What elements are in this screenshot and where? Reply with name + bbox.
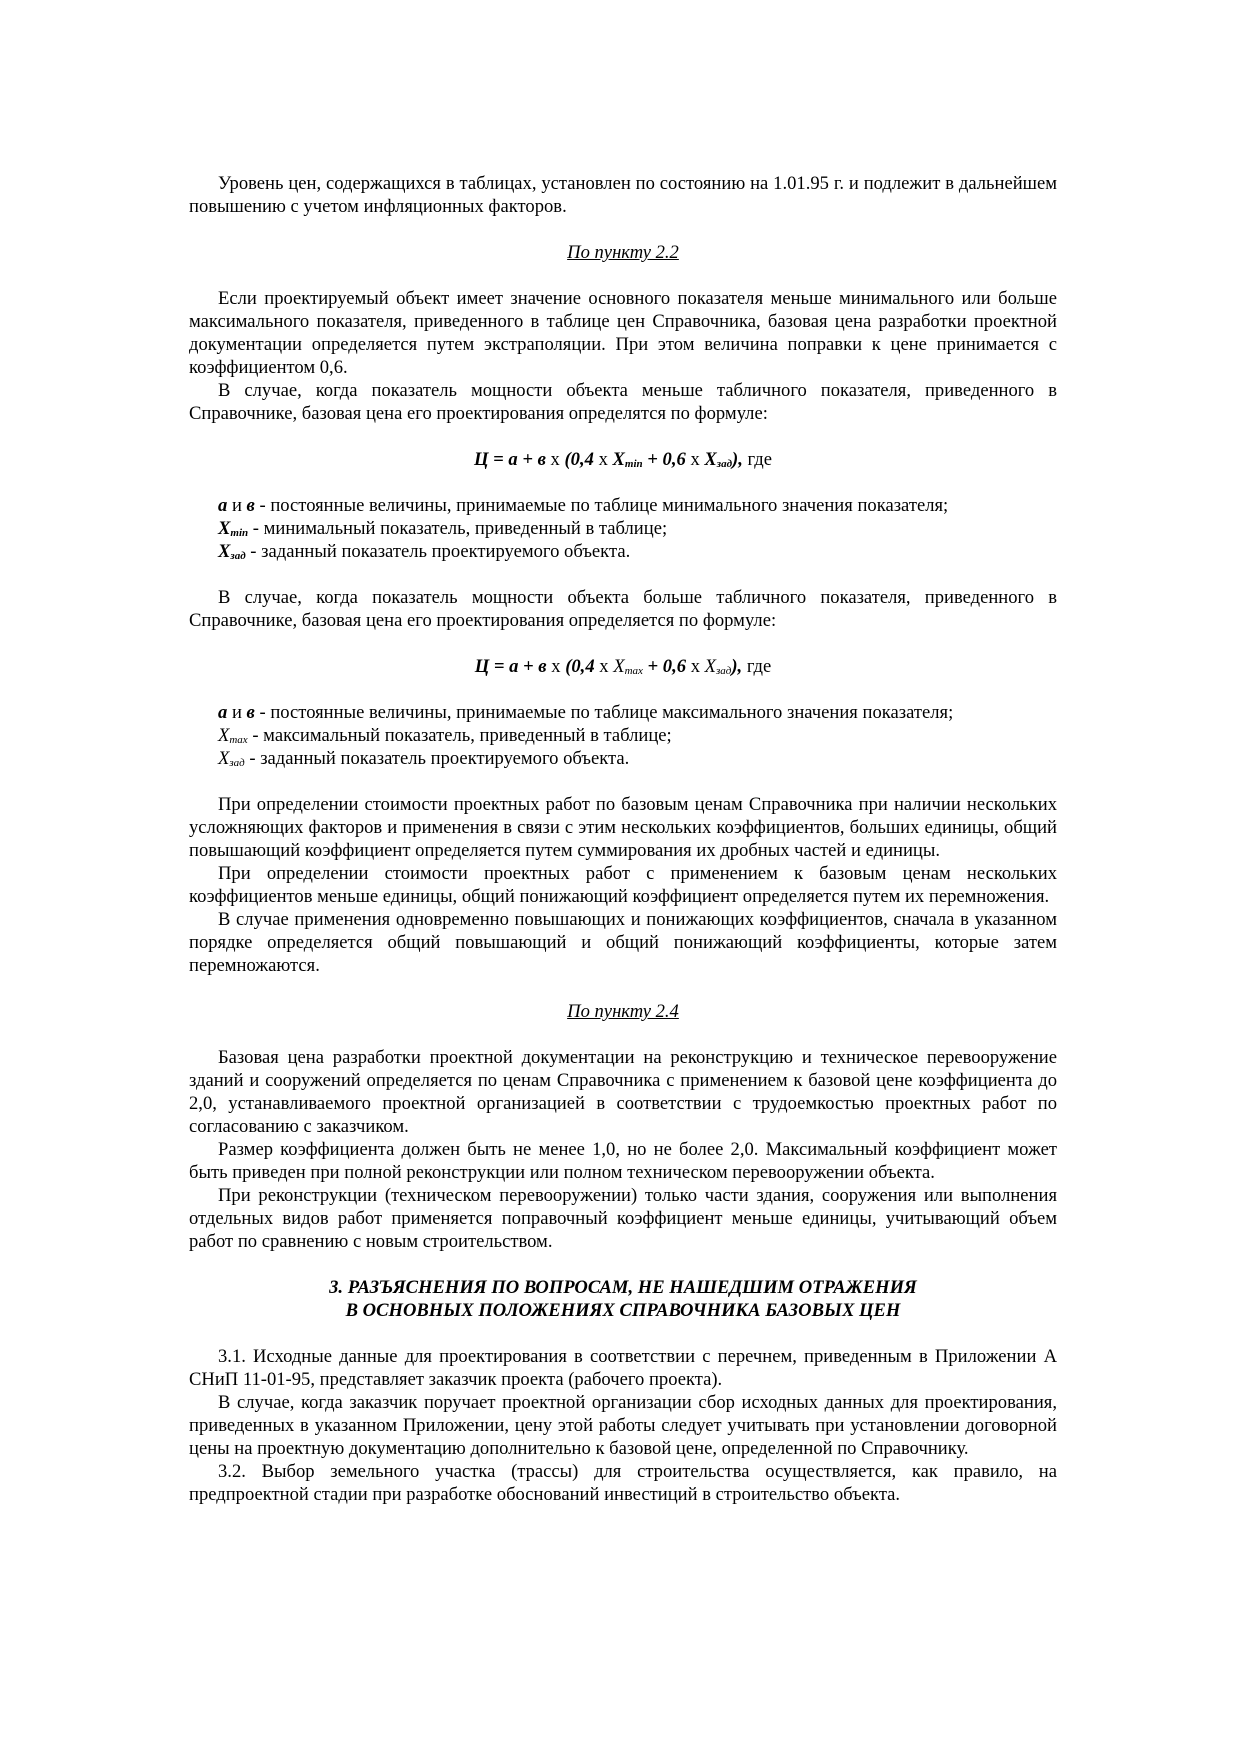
paragraph-increasing-factors: При определении стоимости проектных работ по базовым ценам Справочника при наличии нескольких усложняющих факторов и применения в связи с этим нескольких коэффициентов, больших единицы, общий повышающий коэффициент определяется путем суммирования их дробных частей и единицы. xyxy=(189,794,1057,861)
definitions-min xyxy=(189,494,1057,563)
paragraph-above-max: В случае, когда показатель мощности объекта больше табличного показателя, приведенного в Справочнике, базовая цена его проектирования определяется по формуле: xyxy=(189,587,1057,631)
paragraph-combined-factors: В случае применения одновременно повышающих и понижающих коэффициентов, сначала в указанном порядке определяется общий повышающий и общий понижающий коэффициенты, которые затем перемножаются. xyxy=(189,909,1057,976)
document-page xyxy=(189,172,1057,1506)
paragraph-coefficient-range: Размер коэффициента должен быть не менее 1,0, но не более 2,0. Максимальный коэффициент может быть приведен при полной реконструкции или полном техническом перевооружении объекта. xyxy=(189,1139,1057,1183)
definition-a-b-max: а и в - постоянные величины, принимаемые по таблице максимального значения показателя; xyxy=(218,702,954,723)
paragraph-below-min: В случае, когда показатель мощности объекта меньше табличного показателя, приведенного в Справочнике, базовая цена его проектирования определятся по формуле: xyxy=(189,380,1057,424)
definitions-max xyxy=(189,701,1057,770)
definition-xmin: $X_{min}$ - минимальный показатель, приведенный в таблице; xyxy=(218,518,668,539)
paragraph-3-1-continued: В случае, когда заказчик поручает проектной организации сбор исходных данных для проектирования, приведенных в указанном Приложении, цену этой работы следует учитывать при установлении договорной цены на проектную документацию дополнительно к базовой цене, определенной по Справочнику. xyxy=(189,1392,1057,1459)
definition-a-b: а и в - постоянные величины, принимаемые по таблице минимального значения показателя; xyxy=(218,495,949,516)
formula-max: Ц = а + в х (0,4 х $X_{max} + 0,6$ х $X_{зад}$), где xyxy=(474,656,772,677)
paragraph-partial-reconstruction: При реконструкции (техническом перевооружении) только части здания, сооружения или выполнения отдельных видов работ применяется поправочный коэффициент меньше единицы, учитывающий объем работ по сравнению с новым строительством. xyxy=(189,1185,1057,1252)
paragraph-reconstruction-price: Базовая цена разработки проектной документации на реконструкцию и техническое перевооружение зданий и сооружений определяется по ценам Справочника с применением к базовой цене коэффициента до 2,0, устанавливаемого проектной организацией в соответствии с трудоемкостью проектных работ по согласованию с заказчиком. xyxy=(189,1047,1057,1137)
definition-xmax: $X_{max}$ - максимальный показатель, приведенный в таблице; xyxy=(218,725,672,746)
paragraph-3-2: 3.2. Выбор земельного участка (трассы) для строительства осуществляется, как правило, на предпроектной стадии при разработке обоснований инвестиций в строительство объекта. xyxy=(189,1461,1057,1505)
definition-xzad-max: $X_{зад}$ - заданный показатель проектируемого объекта. xyxy=(218,748,630,769)
section-3-title-line-1: 3. РАЗЪЯСНЕНИЯ ПО ВОПРОСАМ, НЕ НАШЕДШИМ ОТРАЖЕНИЯ xyxy=(329,1277,917,1298)
heading-clause-2-4: По пункту 2.4 xyxy=(567,1001,679,1022)
paragraph-decreasing-factors: При определении стоимости проектных работ с применением к базовым ценам нескольких коэффициентов меньше единицы, общий понижающий коэффициент определяется путем их перемножения. xyxy=(189,863,1057,907)
section-3-title-line-2: В ОСНОВНЫХ ПОЛОЖЕНИЯХ СПРАВОЧНИКА БАЗОВЫХ ЦЕН xyxy=(345,1300,901,1321)
paragraph-price-level: Уровень цен, содержащихся в таблицах, установлен по состоянию на 1.01.95 г. и подлежит в дальнейшем повышению с учетом инфляционных факторов. xyxy=(189,173,1057,217)
paragraph-3-1: 3.1. Исходные данные для проектирования в соответствии с перечнем, приведенным в Приложении А СНиП 11-01-95, представляет заказчик проекта (рабочего проекта). xyxy=(189,1346,1057,1390)
section-3-title xyxy=(189,1276,1057,1322)
definition-xzad: $X_{зад}$ - заданный показатель проектируемого объекта. xyxy=(218,541,631,562)
heading-clause-2-2: По пункту 2.2 xyxy=(567,242,679,263)
paragraph-extrapolation: Если проектируемый объект имеет значение основного показателя меньше минимального или больше максимального показателя, приведенного в таблице цен Справочника, базовая цена разработки проектной документации определяется путем экстраполяции. При этом величина поправки к цене принимается с коэффициентом 0,6. xyxy=(189,288,1057,378)
formula-min: Ц = а + в х (0,4 х $X_{min} + 0,6$ х $X_{зад}$), где xyxy=(474,449,772,470)
